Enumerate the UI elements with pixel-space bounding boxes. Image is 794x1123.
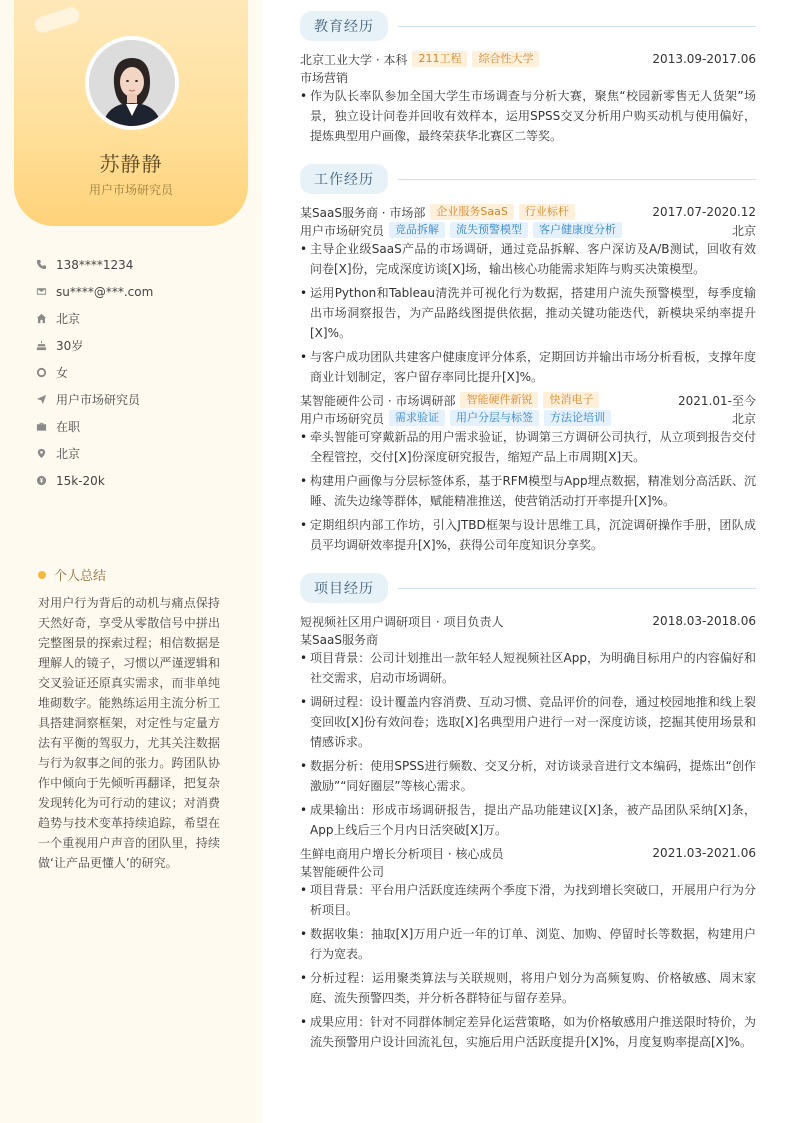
- summary-title: 个人总结: [54, 569, 107, 584]
- company-tag: 企业服务SaaS: [430, 204, 513, 220]
- list-item: • 成果输出：形成市场调研报告，提出产品功能建议[X]条，被产品团队采纳[X]条，App上线后三个月内日活突破[X]万。: [300, 800, 756, 840]
- skill-tag: 需求验证: [389, 410, 445, 426]
- project-header: [300, 844, 756, 862]
- bullet-dot-icon: [38, 571, 46, 579]
- contact-text: 北京: [56, 447, 81, 461]
- job-city: 北京: [731, 223, 756, 238]
- list-item: • 数据分析：使用SPSS进行频数、交叉分析，对访谈录音进行文本编码，提炼出“创作激励”“同好圈层”等核心需求。: [300, 756, 756, 796]
- company-tag: 快消电子: [543, 392, 599, 408]
- contact-status: [36, 413, 246, 440]
- contact-gender: [36, 359, 246, 386]
- major: 市场营销: [300, 70, 349, 85]
- list-item: • 成果应用：针对不同群体制定差异化运营策略，如为价格敏感用户推送限时特价，为流失预警用户设计回流礼包，实施后用户活跃度提升[X]%，月度复购率提高[X]%。: [300, 1012, 756, 1052]
- contact-target-city: [36, 440, 246, 467]
- section-title: 工作经历: [300, 164, 388, 194]
- job-bullets: [300, 239, 756, 391]
- person-title: 用户市场研究员: [88, 183, 173, 197]
- list-item: • 牵头智能可穿戴新品的用户需求验证，协调第三方调研公司执行，从立项到报告交付全程管控，交付[X]份深度研究报告，缩短产品上市周期[X]天。: [300, 427, 756, 467]
- job-role: 用户市场研究员: [300, 411, 385, 426]
- section-title: 项目经历: [300, 573, 388, 603]
- job-header: [300, 203, 756, 221]
- contact-text: 30岁: [56, 339, 84, 353]
- divider: [398, 26, 756, 27]
- job-city: 北京: [731, 411, 756, 426]
- project-org-row: [300, 630, 756, 648]
- skill-tag: 客户健康度分析: [533, 222, 622, 238]
- list-item: • 主导企业级SaaS产品的市场调研，通过竞品拆解、客户深访及A/B测试，回收有效问卷[X]份，完成深度访谈[X]场，输出核心功能需求矩阵与购买决策模型。: [300, 239, 756, 279]
- decorative-pill: [33, 5, 82, 34]
- company-name: 某智能硬件公司 · 市场调研部: [300, 393, 456, 408]
- location-pin-icon: [36, 447, 56, 461]
- education-bullets: [300, 86, 756, 150]
- company-tag: 智能硬件新锐: [460, 392, 538, 408]
- skill-tag: 竞品拆解: [389, 222, 445, 238]
- section-work-heading: [300, 164, 756, 194]
- project-org: 某智能硬件公司: [300, 864, 385, 879]
- send-icon: [36, 393, 56, 407]
- project-bullets: [300, 880, 756, 1056]
- list-item: • 调研过程：设计覆盖内容消费、互动习惯、竞品评价的问卷，通过校园地推和线上裂变回收[X]份有效问卷；选取[X]名典型用户进行一对一深度访谈，挖掘其使用场景和情感诉求。: [300, 692, 756, 752]
- summary-text: 对用户行为背后的动机与痛点保持天然好奇，享受从零散信号中拼出完整图景的探索过程；相信数据是理解人的镜子，习惯以严谨逻辑和交叉验证还原真实需求，而非单纯堆砌数字。能熟练运用主流分析工具搭建洞察框架，对定性与定量方法有平衡的驾驭力，尤其关注数据与行为叙事之间的张力。跨团队协作中倾向于先倾听再翻译，把复杂发现转化为可行动的建议；对消费趋势与技术变革持续追踪，希望在一个重视用户声音的团队里，持续做‘让产品更懂人’的研究。: [38, 596, 220, 870]
- project-period: 2018.03-2018.06: [652, 614, 756, 628]
- contact-text: 15k-20k: [56, 473, 105, 488]
- list-item: • 定期组织内部工作坊，引入JTBD框架与设计思维工具，沉淀调研操作手册，团队成员平均调研效率提升[X]%，获得公司年度知识分享奖。: [300, 515, 756, 555]
- gender-icon: [36, 366, 56, 380]
- avatar-frame: [85, 36, 179, 130]
- project-name: 生鲜电商用户增长分析项目 · 核心成员: [300, 846, 504, 861]
- contact-salary: [36, 467, 246, 494]
- school-tag: 211工程: [412, 51, 467, 67]
- contact-text: 在职: [56, 420, 81, 434]
- list-item: • 作为队长率队参加全国大学生市场调查与分析大赛，聚焦“校园新零售无人货架”场景，独立设计问卷并回收有效样本，运用SPSS交叉分析用户购买动机与使用偏好，提炼典型用户画像，最终荣获华北赛区二等奖。: [300, 86, 756, 146]
- project-org: 某SaaS服务商: [300, 632, 378, 647]
- company-tag: 行业标杆: [519, 204, 575, 220]
- job-header: [300, 391, 756, 409]
- home-icon: [36, 312, 56, 326]
- divider: [398, 179, 756, 180]
- contact-text: 138****1234: [56, 257, 134, 272]
- skill-tag: 流失预警模型: [450, 222, 528, 238]
- section-title: 教育经历: [300, 11, 388, 41]
- money-icon: [36, 474, 56, 488]
- contact-age: [36, 332, 246, 359]
- education-period: 2013.09-2017.06: [652, 52, 756, 66]
- project-bullets: [300, 648, 756, 844]
- avatar-portrait: [89, 40, 175, 126]
- company-name: 某SaaS服务商 · 市场部: [300, 205, 426, 220]
- education-major-row: [300, 68, 756, 86]
- skill-tag: 方法论培训: [544, 410, 611, 426]
- job-period: 2021.01-至今: [678, 393, 756, 408]
- contact-text: 女: [56, 366, 69, 380]
- job-role-row: [300, 221, 756, 239]
- list-item: • 构建用户画像与分层标签体系，基于RFM模型与App埋点数据，精准划分高活跃、沉睡、流失边缘等群体，赋能精准推送，使营销活动打开率提升[X]%。: [300, 471, 756, 511]
- divider: [398, 588, 756, 589]
- contact-email: [36, 278, 246, 305]
- contact-text: su****@***.com: [56, 284, 154, 299]
- list-item: • 运用Python和Tableau清洗并可视化行为数据，搭建用户流失预警模型，每季度输出市场洞察报告，为产品路线图提供依据，推动关键功能迭代，新模块采纳率提升[X]%。: [300, 283, 756, 343]
- list-item: • 与客户成功团队共建客户健康度评分体系，定期回访并输出市场分析看板，支撑年度商业计划制定，客户留存率同比提升[X]%。: [300, 347, 756, 387]
- job-role: 用户市场研究员: [300, 223, 385, 238]
- contact-residence: [36, 305, 246, 332]
- avatar: [89, 40, 175, 126]
- list-item: • 数据收集：抽取[X]万用户近一年的订单、浏览、加购、停留时长等数据，构建用户行为宽表。: [300, 924, 756, 964]
- contact-target-job: [36, 386, 246, 413]
- list-item: • 分析过程：运用聚类算法与关联规则，将用户划分为高频复购、价格敏感、周末家庭、流失预警四类，并分析各群特征与留存差异。: [300, 968, 756, 1008]
- section-projects-heading: [300, 573, 756, 603]
- mail-icon: [36, 285, 56, 299]
- project-org-row: [300, 862, 756, 880]
- sidebar: [0, 0, 262, 1123]
- contact-list: [36, 251, 246, 494]
- education-header: [300, 50, 756, 68]
- project-header: [300, 612, 756, 630]
- list-item: • 项目背景：平台用户活跃度连续两个季度下滑，为找到增长突破口，开展用户行为分析项目。: [300, 880, 756, 920]
- school-tag: 综合性大学: [472, 51, 539, 67]
- school-name: 北京工业大学 · 本科: [300, 52, 408, 67]
- job-bullets: [300, 427, 756, 559]
- contact-text: 用户市场研究员: [56, 393, 141, 407]
- project-name: 短视频社区用户调研项目 · 项目负责人: [300, 614, 504, 629]
- contact-text: 北京: [56, 312, 81, 326]
- list-item: • 项目背景：公司计划推出一款年轻人短视频社区App，为明确目标用户的内容偏好和社交需求，启动市场调研。: [300, 648, 756, 688]
- phone-icon: [36, 258, 56, 272]
- profile-card: [14, 0, 248, 226]
- skill-tag: 用户分层与标签: [450, 410, 539, 426]
- briefcase-icon: [36, 420, 56, 434]
- cake-icon: [36, 339, 56, 353]
- summary-heading: [38, 565, 106, 584]
- person-name: 苏静静: [99, 152, 163, 176]
- contact-phone: [36, 251, 246, 278]
- project-period: 2021.03-2021.06: [652, 846, 756, 860]
- section-education-heading: [300, 11, 756, 41]
- job-period: 2017.07-2020.12: [652, 205, 756, 219]
- job-role-row: [300, 409, 756, 427]
